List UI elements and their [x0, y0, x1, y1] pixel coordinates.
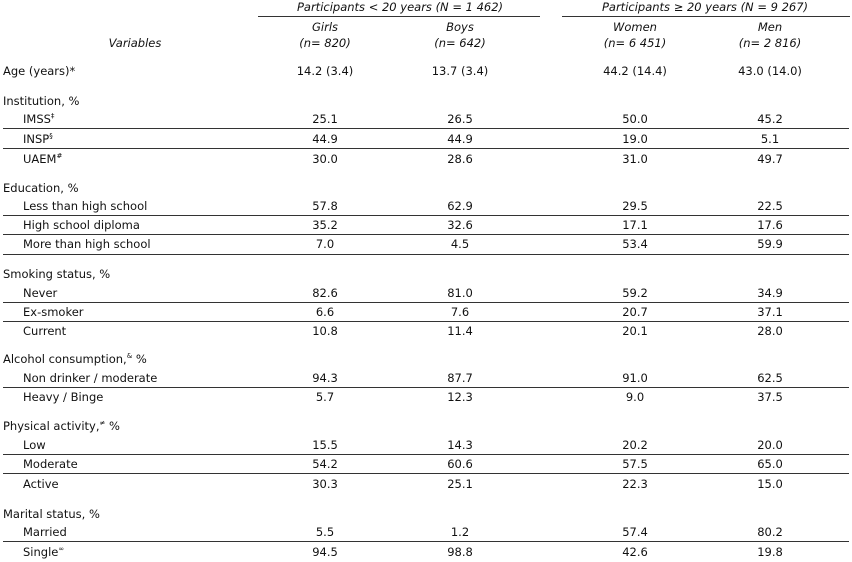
cell: 30.3 [312, 477, 338, 491]
cell: 19.8 [757, 545, 783, 559]
column-header-girls: Girls [311, 20, 339, 34]
cell: 17.1 [622, 218, 648, 232]
cell: 22.5 [757, 199, 783, 213]
cell: 81.0 [447, 286, 473, 300]
cell: 87.7 [447, 371, 473, 385]
cell: 20.0 [757, 438, 783, 452]
cell: 1.2 [450, 525, 470, 539]
column-n-girls: (n= 820) [299, 36, 351, 50]
cell: 45.2 [757, 112, 783, 126]
row-label-moderate: Moderate [23, 457, 78, 471]
row-divider [3, 234, 849, 235]
row-divider [3, 215, 849, 216]
cell: 37.5 [757, 390, 783, 404]
cell: 25.1 [447, 477, 473, 491]
column-header-men: Men [757, 20, 783, 34]
row-label-low: Low [23, 438, 46, 452]
cell: 82.6 [312, 286, 338, 300]
cell: 59.2 [622, 286, 648, 300]
cell: 54.2 [312, 457, 338, 471]
cell: 42.6 [622, 545, 648, 559]
column-n-men: (n= 2 816) [738, 36, 802, 50]
cell: 7.6 [450, 305, 470, 319]
cell: 29.5 [622, 199, 648, 213]
cell: 49.7 [757, 152, 783, 166]
variables-header: Variables [108, 36, 162, 50]
row-label-ex-smoker: Ex-smoker [23, 305, 84, 319]
row-divider [3, 454, 849, 455]
cell: 37.1 [757, 305, 783, 319]
section-title-alcohol: Alcohol consumption,& % [3, 352, 147, 366]
group-header-under20: Participants < 20 years (N = 1 462) [296, 0, 504, 14]
row-label-less-than-high-school: Less than high school [23, 199, 148, 213]
cell: 20.7 [622, 305, 648, 319]
cell: 57.4 [622, 525, 648, 539]
row-label-single: Single∞ [23, 545, 65, 559]
cell: 22.3 [622, 477, 648, 491]
cell: 50.0 [622, 112, 648, 126]
cell: 65.0 [757, 457, 783, 471]
age-value-men: 43.0 (14.0) [738, 64, 802, 78]
cell: 98.8 [447, 545, 473, 559]
cell: 6.6 [315, 305, 335, 319]
row-divider [3, 128, 849, 129]
row-label-insp: INSP§ [23, 132, 53, 146]
cell: 59.9 [757, 237, 783, 251]
age-value-girls: 14.2 (3.4) [296, 64, 354, 78]
cell: 94.3 [312, 371, 338, 385]
cell: 5.5 [315, 525, 335, 539]
group-header-over20: Participants ≥ 20 years (N = 9 267) [601, 0, 809, 14]
row-label-heavy-binge: Heavy / Binge [23, 390, 104, 404]
cell: 10.8 [312, 324, 338, 338]
cell: 28.6 [447, 152, 473, 166]
cell: 26.5 [447, 112, 473, 126]
row-divider [3, 473, 849, 474]
cell: 4.5 [450, 237, 470, 251]
row-divider [3, 148, 849, 149]
cell: 53.4 [622, 237, 648, 251]
age-value-boys: 13.7 (3.4) [431, 64, 489, 78]
row-label-active: Active [23, 477, 59, 491]
cell: 62.5 [757, 371, 783, 385]
cell: 19.0 [622, 132, 648, 146]
cell: 31.0 [622, 152, 648, 166]
cell: 25.1 [312, 112, 338, 126]
section-title-institution: Institution, % [3, 94, 80, 108]
cell: 30.0 [312, 152, 338, 166]
row-label-married: Married [23, 525, 67, 539]
cell: 11.4 [447, 324, 473, 338]
cell: 17.6 [757, 218, 783, 232]
cell: 20.1 [622, 324, 648, 338]
group-rule-under20 [258, 16, 540, 17]
cell: 14.3 [447, 438, 473, 452]
cell: 62.9 [447, 199, 473, 213]
row-label-high-school-diploma: High school diploma [23, 218, 140, 232]
cell: 34.9 [757, 286, 783, 300]
age-value-women: 44.2 (14.4) [603, 64, 667, 78]
cell: 57.5 [622, 457, 648, 471]
column-header-women: Women [613, 20, 657, 34]
cell: 35.2 [312, 218, 338, 232]
row-label-more-than-high-school: More than high school [23, 237, 151, 251]
row-divider [3, 302, 849, 303]
cell: 91.0 [622, 371, 648, 385]
column-header-boys: Boys [446, 20, 474, 34]
cell: 7.0 [315, 237, 335, 251]
section-title-smoking: Smoking status, % [3, 267, 111, 281]
group-rule-over20 [562, 16, 850, 17]
cell: 44.9 [312, 132, 338, 146]
section-title-physical-activity: Physical activity,≠ % [3, 419, 120, 433]
cell: 20.2 [622, 438, 648, 452]
section-divider [3, 254, 849, 255]
row-label-imss: IMSS‡ [23, 112, 55, 126]
age-label: Age (years)* [3, 64, 76, 78]
row-label-non-drinker: Non drinker / moderate [23, 371, 158, 385]
cell: 28.0 [757, 324, 783, 338]
cell: 44.9 [447, 132, 473, 146]
column-n-boys: (n= 642) [434, 36, 486, 50]
cell: 5.1 [760, 132, 780, 146]
row-label-current: Current [23, 324, 67, 338]
row-label-uaem: UAEM# [23, 152, 63, 166]
row-label-never: Never [23, 286, 58, 300]
column-n-women: (n= 6 451) [603, 36, 667, 50]
cell: 15.0 [757, 477, 783, 491]
row-divider [3, 541, 849, 542]
cell: 15.5 [312, 438, 338, 452]
cell: 5.7 [315, 390, 335, 404]
cell: 57.8 [312, 199, 338, 213]
row-divider [3, 387, 849, 388]
cell: 60.6 [447, 457, 473, 471]
row-divider [3, 321, 849, 322]
section-title-education: Education, % [3, 181, 79, 195]
cell: 32.6 [447, 218, 473, 232]
cell: 94.5 [312, 545, 338, 559]
cell: 9.0 [625, 390, 645, 404]
cell: 80.2 [757, 525, 783, 539]
section-title-marital: Marital status, % [3, 507, 100, 521]
cell: 12.3 [447, 390, 473, 404]
